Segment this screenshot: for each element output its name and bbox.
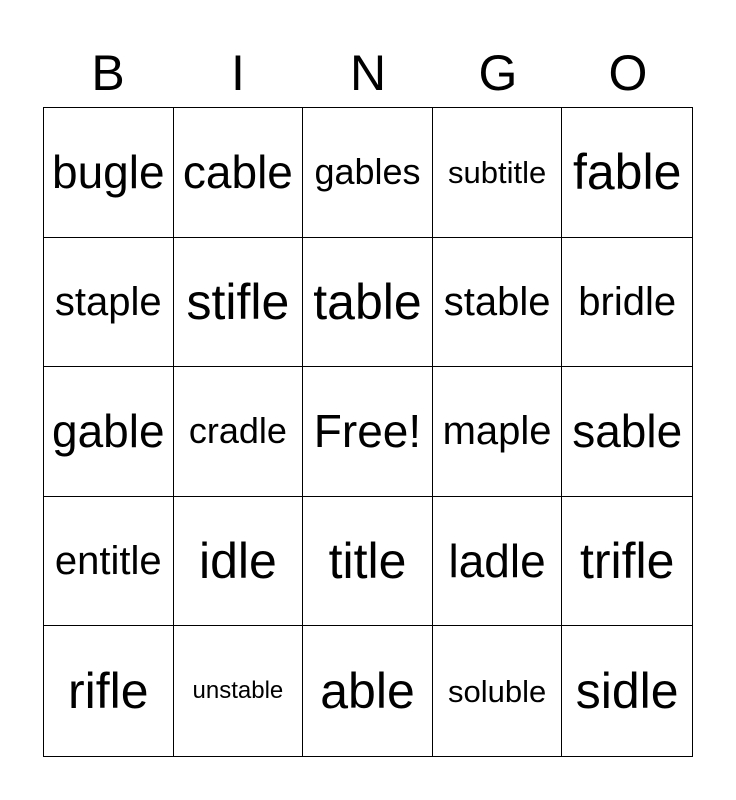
free-space-cell[interactable]: Free! [303, 367, 433, 497]
bingo-cell[interactable]: unstable [174, 626, 304, 756]
bingo-cell[interactable]: staple [44, 238, 174, 368]
bingo-cell[interactable]: cable [174, 108, 304, 238]
bingo-cell[interactable]: entitle [44, 497, 174, 627]
bingo-cell[interactable]: idle [174, 497, 304, 627]
bingo-cell[interactable]: bridle [562, 238, 692, 368]
bingo-cell[interactable]: sidle [575, 663, 679, 720]
bingo-cell[interactable]: trifle [562, 497, 692, 627]
bingo-cell[interactable]: title [303, 497, 433, 627]
bingo-cell[interactable]: gable [44, 367, 174, 497]
bingo-cell[interactable]: stable [433, 238, 563, 368]
bingo-cell[interactable]: table [303, 238, 433, 368]
bingo-cell[interactable]: maple [433, 367, 563, 497]
bingo-cell[interactable]: gables [303, 108, 433, 238]
header-letter-g: G [478, 45, 518, 101]
bingo-header [43, 42, 693, 104]
header-letter-b: B [91, 45, 125, 101]
bingo-cell[interactable]: sable [562, 367, 692, 497]
bingo-cell[interactable]: cradle [174, 367, 304, 497]
bingo-cell[interactable]: fable [562, 108, 692, 238]
bingo-cell[interactable]: soluble [433, 626, 563, 756]
bingo-cell[interactable]: subtitle [433, 108, 563, 238]
bingo-cell[interactable]: able [303, 626, 433, 756]
bingo-cell[interactable]: stifle [174, 238, 304, 368]
bingo-cell[interactable]: ladle [433, 497, 563, 627]
header-letter-o: O [608, 45, 648, 101]
bingo-board [43, 107, 693, 757]
bingo-cell[interactable]: bugle [44, 108, 174, 238]
bingo-cell[interactable]: rifle [44, 626, 174, 756]
header-letter-n: N [349, 45, 387, 101]
header-letter-i: I [231, 45, 245, 101]
